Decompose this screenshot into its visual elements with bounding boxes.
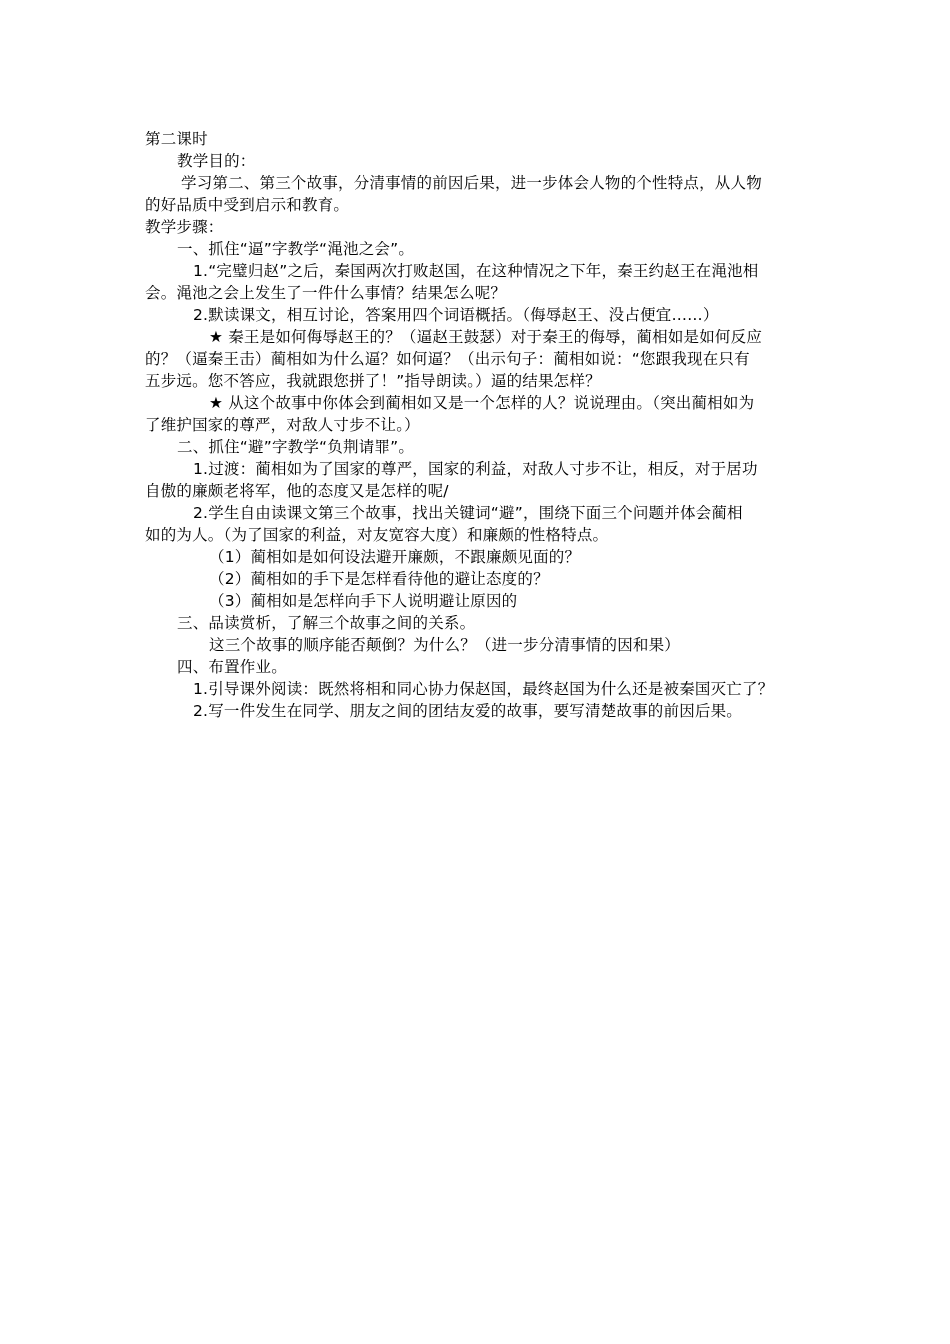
homework-2: 2.写一件发生在同学、朋友之间的团结友爱的故事，要写清楚故事的前因后果。 <box>193 702 742 720</box>
section-three-text: 这三个故事的顺序能否颠倒？为什么？（进一步分清事情的因和果） <box>209 636 681 654</box>
question-1: （1）蔺相如是如何设法避开廉颇，不跟廉颇见面的？ <box>209 548 581 566</box>
question-3: （3）蔺相如是怎样向手下人说明避让原因的 <box>209 592 518 610</box>
lesson-heading: 第二课时 <box>145 130 208 148</box>
teaching-steps-label: 教学步骤： <box>145 218 224 236</box>
section-one-heading: 一、抓住“逼”字教学“渑池之会”。 <box>177 240 415 258</box>
teaching-goal-text: 学习第二、第三个故事，分清事情的前因后果，进一步体会人物的个性特点，从人物 <box>181 174 762 192</box>
section-one-item-2: 2.默读课文，相互讨论，答案用四个词语概括。（侮辱赵王、没占便宜……） <box>193 306 719 324</box>
section-two-item-1: 1.过渡：蔺相如为了国家的尊严，国家的利益，对敌人寸步不让，相反，对于居功 <box>193 460 758 478</box>
question-2: （2）蔺相如的手下是怎样看待他的避让态度的？ <box>209 570 549 588</box>
section-one-star-1-cont2: 五步远。您不答应，我就跟您拼了！”指导朗读。）逼的结果怎样？ <box>145 372 601 390</box>
section-one-item-1: 1.“完璧归赵”之后，秦国两次打败赵国，在这种情况之下年，秦王约赵王在渑池相 <box>193 262 759 280</box>
section-two-heading: 二、抓住“避”字教学“负荆请罪”。 <box>177 438 415 456</box>
teaching-goal-label: 教学目的： <box>177 152 256 170</box>
section-two-item-2-cont: 如的为人。（为了国家的利益，对友宽容大度）和廉颇的性格特点。 <box>145 526 609 544</box>
section-one-star-1: ★ 秦王是如何侮辱赵王的？（逼赵王鼓瑟）对于秦王的侮辱，蔺相如是如何反应 <box>209 328 763 346</box>
section-one-star-1-cont: 的？（逼秦王击）蔺相如为什么逼？如何逼？（出示句子：蔺相如说：“您跟我现在只有 <box>145 350 750 368</box>
section-four-heading: 四、布置作业。 <box>177 658 287 676</box>
section-two-item-1-cont: 自傲的廉颇老将军，他的态度又是怎样的呢/ <box>145 482 449 500</box>
section-three-heading: 三、品读赏析，了解三个故事之间的关系。 <box>177 614 476 632</box>
homework-1: 1.引导课外阅读：既然将相和同心协力保赵国，最终赵国为什么还是被秦国灭亡了？ <box>193 680 774 698</box>
section-one-item-1-cont: 会。渑池之会上发生了一件什么事情？结果怎么呢？ <box>145 284 507 302</box>
section-two-item-2: 2.学生自由读课文第三个故事，找出关键词“避”，围绕下面三个问题并体会蔺相 <box>193 504 743 522</box>
teaching-goal-text-cont: 的好品质中受到启示和教育。 <box>145 196 350 214</box>
lesson-plan-text <box>145 128 810 722</box>
section-one-star-2: ★ 从这个故事中你体会到蔺相如又是一个怎样的人？说说理由。（突出蔺相如为 <box>209 394 755 412</box>
section-one-star-2-cont: 了维护国家的尊严，对敌人寸步不让。） <box>145 416 420 434</box>
